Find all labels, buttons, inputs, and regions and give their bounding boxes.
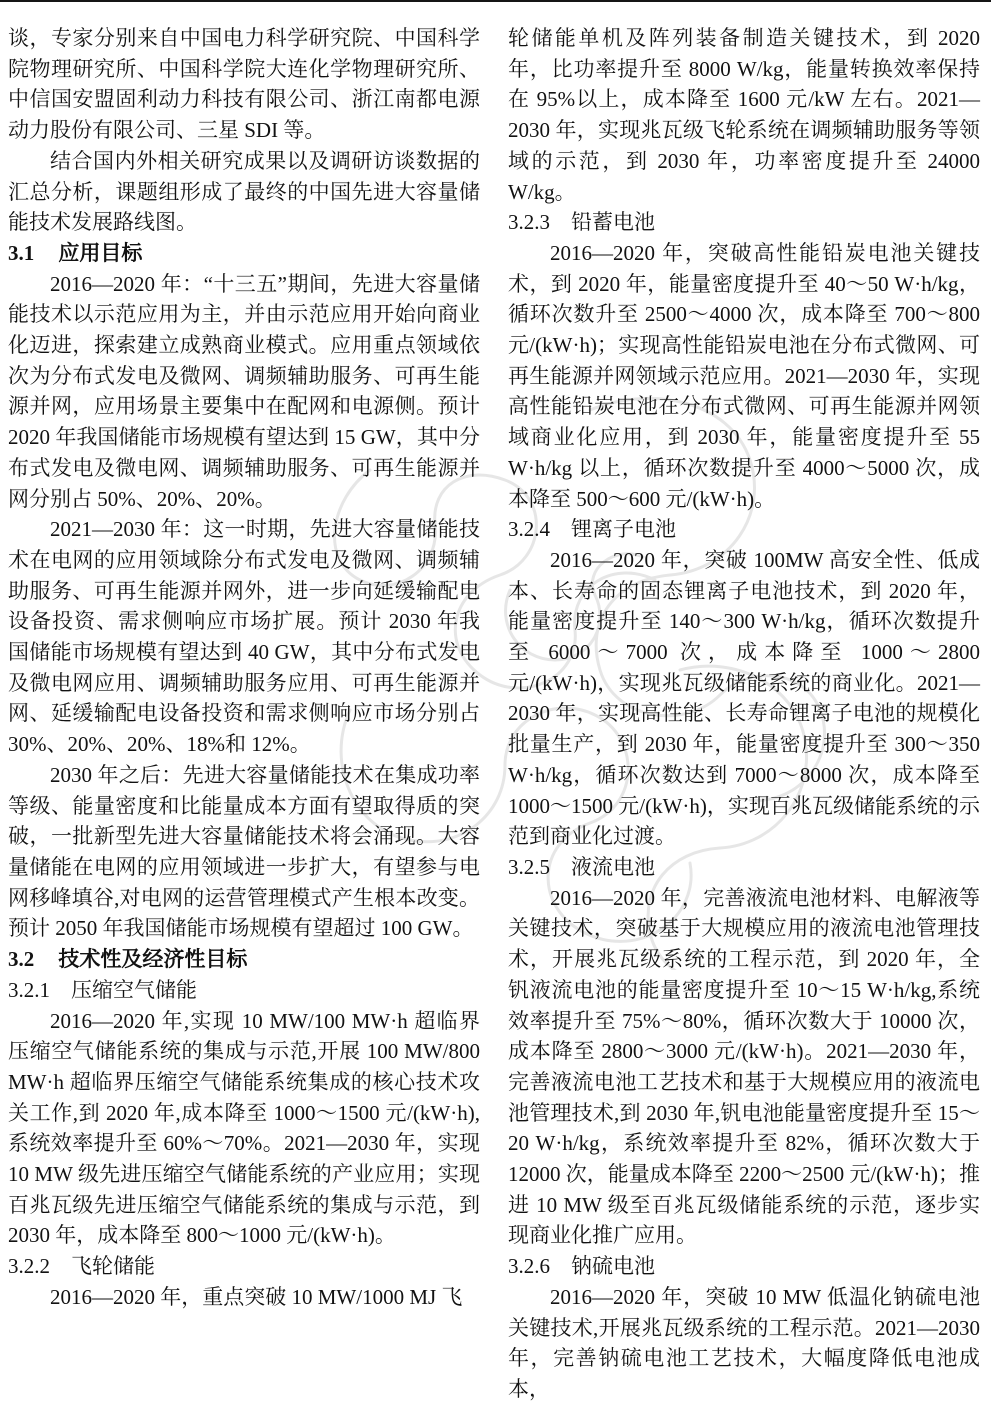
paragraph: 2030 年之后：先进大容量储能技术在集成功率等级、能量密度和比能量成本方面有望取得质的突破，一批新型先进大容量储能技术将会涌现。大容量储能在电网的应用领域进一步扩大，有望参与电网移峰填谷,对电网的运营管理模式产生根本改变。预计 2050 年我国储能市场规模有望超过 100 GW。 <box>8 762 480 941</box>
heading-title: 铅蓄电池 <box>571 210 655 235</box>
section-heading <box>8 238 480 269</box>
paragraph: 2016—2020 年，突破 10 MW 低温化钠硫电池关键技术,开展兆瓦级系统的工程示范。2021—2030 年，完善钠硫电池工艺技术，大幅度降低电池成本， <box>508 1284 980 1401</box>
text-column-left <box>8 23 480 1405</box>
subsection-heading <box>508 852 980 883</box>
document-page <box>8 23 980 1405</box>
paragraph: 2016—2020 年，突破 100MW 高安全性、低成本、长寿命的固态锂离子电池技术，到 2020 年，能量密度提升至 140～300 W·h/kg，循环次数提升至 6000～7000 次，成本降至 1000～2800 元/(kW·h)，实现兆瓦级储能系统的商业化。2021—2030 年，实现高性能、长寿命锂离子电池的规模化批量生产，到 2030 年，能量密度提升至 300～350 W·h/kg，循环次数达到 7000～8000 次，成本降至 1000～1500 元/(kW·h)，实现百兆瓦级储能系统的示范到商业化过渡。 <box>508 547 980 849</box>
heading-title: 飞轮储能 <box>71 1254 155 1279</box>
paragraph: 2016—2020 年,实现 10 MW/100 MW·h 超临界压缩空气储能系统的集成与示范,开展 100 MW/800 MW·h 超临界压缩空气储能系统集成的核心技术攻关工作,到 2020 年,成本降至 1000～1500 元/(kW·h),系统效率提升至 60%～70%。2021—2030 年，实现 10 MW 级先进压缩空气储能系统的产业应用；实现百兆瓦级先进压缩空气储能系统的集成与示范，到 2030 年，成本降至 800～1000 元/(kW·h)。 <box>8 1008 480 1248</box>
heading-number: 3.2.4 <box>508 517 550 542</box>
subsection-heading <box>8 1251 480 1282</box>
heading-title: 液流电池 <box>571 854 655 879</box>
paragraph: 2016—2020 年：“十三五”期间，先进大容量储能技术以示范应用为主，并由示范应用开始向商业化迈进，探索建立成熟商业模式。应用重点领域依次为分布式发电及微网、调频辅助服务、可再生能源并网，应用场景主要集中在配网和电源侧。预计 2020 年我国储能市场规模有望达到 15 GW，其中分布式发电及微电网、调频辅助服务、可再生能源并网分别占 50%、20%、20%。 <box>8 271 480 511</box>
heading-title: 锂离子电池 <box>571 517 676 542</box>
subsection-heading <box>508 514 980 545</box>
subsection-heading <box>508 207 980 238</box>
heading-title: 技术性及经济性目标 <box>58 947 248 972</box>
paragraph-continuation: 轮储能单机及阵列装备制造关键技术，到 2020 年，比功率提升至 8000 W/kg，能量转换效率保持在 95%以上，成本降至 1600 元/kW 左右。2021—2030 年，实现兆瓦级飞轮系统在调频辅助服务等领域的示范，到 2030 年，功率密度提升至 24000 W/kg。 <box>508 26 980 204</box>
heading-title: 压缩空气储能 <box>71 977 197 1002</box>
section-heading <box>8 944 480 975</box>
paragraph: 2021—2030 年：这一时期，先进大容量储能技术在电网的应用领域除分布式发电及微网、调频辅助服务、可再生能源并网外，进一步向延缓输配电设备投资、需求侧响应市场扩展。预计 2030 年我国储能市场规模有望达到 40 GW，其中分布式发电及微电网应用、调频辅助服务应用、可再生能源并网、延缓输配电设备投资和需求侧响应市场分别占 30%、20%、20%、18%和 12%。 <box>8 517 480 757</box>
paragraph: 2016—2020 年，重点突破 10 MW/1000 MJ 飞 <box>50 1284 463 1309</box>
heading-number: 3.2.2 <box>8 1254 50 1279</box>
paragraph: 2016—2020 年，完善液流电池材料、电解液等关键技术，突破基于大规模应用的液流电池管理技术，开展兆瓦级系统的工程示范，到 2020 年，全钒液流电池的能量密度提升至 10～15 W·h/kg,系统效率提升至 75%～80%，循环次数大于 10000 次，成本降至 2800～3000 元/(kW·h)。2021—2030 年，完善液流电池工艺技术和基于大规模应用的液流电池管理技术,到 2030 年,钒电池能量密度提升至 15～20 W·h/kg，系统效率提升至 82%，循环次数大于 12000 次，能量成本降至 2200～2500 元/(kW·h)；推进 10 MW 级至百兆瓦级储能系统的示范，逐步实现商业化推广应用。 <box>508 885 980 1248</box>
text-column-right <box>508 23 980 1405</box>
paragraph-continuation: 谈，专家分别来自中国电力科学研究院、中国科学院物理研究所、中国科学院大连化学物理研究所、中信国安盟固利动力科技有限公司、浙江南都电源动力股份有限公司、三星 SDI 等。 <box>8 26 480 143</box>
subsection-heading <box>508 1251 980 1282</box>
paragraph: 结合国内外相关研究成果以及调研访谈数据的汇总分析，课题组形成了最终的中国先进大容量储能技术发展路线图。 <box>8 148 480 235</box>
heading-number: 3.2.6 <box>508 1254 550 1279</box>
heading-number: 3.2.3 <box>508 210 550 235</box>
heading-number: 3.2.5 <box>508 854 550 879</box>
paragraph: 2016—2020 年，突破高性能铅炭电池关键技术，到 2020 年，能量密度提升至 40～50 W·h/kg，循环次数升至 2500～4000 次，成本降至 700～800 元/(kW·h)；实现高性能铅炭电池在分布式微网、可再生能源并网领域示范应用。2021—2030 年，实现高性能铅炭电池在分布式微网、可再生能源并网领域商业化应用，到 2030 年，能量密度提升至 55 W·h/kg 以上，循环次数提升至 4000～5000 次，成本降至 500～600 元/(kW·h)。 <box>508 240 980 511</box>
subsection-heading <box>8 975 480 1006</box>
heading-number: 3.2.1 <box>8 977 50 1002</box>
heading-title: 应用目标 <box>58 240 143 265</box>
heading-title: 钠硫电池 <box>571 1254 655 1279</box>
heading-number: 3.1 <box>8 240 35 265</box>
page-top-rule <box>0 0 991 2</box>
heading-number: 3.2 <box>8 947 35 972</box>
